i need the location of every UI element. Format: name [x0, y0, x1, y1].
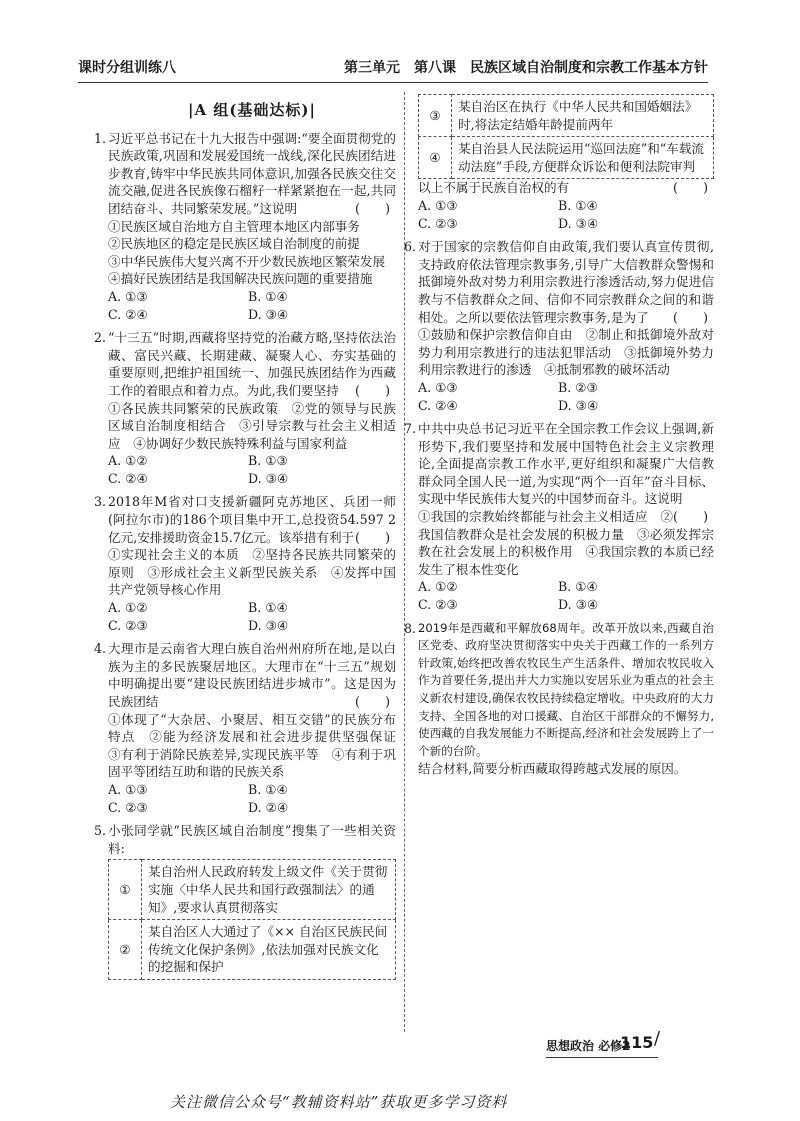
option-b[interactable]: B. ①④	[558, 197, 598, 213]
row-text: 某自治区人大通过了《×× 自治区民族民间传统文化保护条例》,依法加强对民族文化的挖掘和保护	[142, 920, 396, 980]
option-b[interactable]: B. ①③	[248, 453, 288, 469]
options	[108, 781, 396, 816]
question-stem: “十三五”时期,西藏将坚持党的治藏方略,坚持依法治藏、富民兴藏、长期建藏、凝聚人心、夯实基础的重要原则,把维护祖国统一、加强民族团结作为西藏工作的着眼点和着力点。为此,我们要坚持	[108, 330, 396, 398]
option-a[interactable]: A. ①③	[418, 379, 458, 395]
question-7	[404, 420, 714, 614]
table-row	[109, 860, 396, 920]
question-tail: 以上不属于民族自治权的有	[418, 180, 570, 196]
question-number: 7.	[404, 421, 417, 437]
option-c[interactable]: C. ②③	[108, 799, 148, 815]
answer-paren: ( )	[354, 694, 390, 709]
footer-rule	[546, 1057, 658, 1058]
option-d[interactable]: D. ②④	[248, 799, 289, 815]
row-number: ②	[109, 920, 142, 980]
statement: ②民族地区的稳定是民族区域自治制度的前提	[108, 236, 360, 252]
table-row	[419, 95, 714, 137]
row-text: 某自治县人民法院运用“巡回法庭”和“车载流动法庭”手段,方便群众诉讼和便利法院审判	[452, 137, 714, 179]
question-4	[94, 640, 409, 816]
option-d[interactable]: D. ③④	[558, 215, 599, 231]
options	[418, 197, 714, 232]
option-d[interactable]: D. ③④	[248, 617, 289, 633]
option-a[interactable]: A. ①③	[108, 288, 148, 304]
row-text: 某自治区在执行《中华人民共和国婚姻法》时,将法定结婚年龄提前两年	[452, 95, 714, 137]
column-divider	[404, 92, 405, 1032]
answer-paren: ( )	[672, 180, 708, 196]
table-row	[109, 920, 396, 980]
statement: ①民族区域自治地方自主管理本地区内部事务	[108, 218, 360, 234]
question-material: 2019年是西藏和平解放68周年。改革开放以来,西藏自治区党委、政府坚决贯彻落实中央关于西藏工作的一系列方针政策,始终把改善农牧民生产生活条件、增加农牧民收入作为首要任务,提出并大力实施以安居乐业为重点的社会主义新农村建设,确保农牧民持续稳定增收。中央政府的大力支持、全国各地的对口援藏、自治区干部群众的不懈努力,使西藏的自我发展能力不断提高,经济和社会发展跨上了一个新的台阶。	[418, 620, 714, 758]
option-c[interactable]: C. ②③	[418, 215, 458, 231]
page-slash-decoration: /	[654, 1028, 661, 1049]
option-b[interactable]: B. ①④	[248, 781, 288, 797]
question-5-continued	[418, 94, 714, 232]
options	[418, 379, 714, 414]
question-number: 8.	[404, 620, 417, 636]
question-stem: 对于国家的宗教信仰自由政策,我们要认真宣传贯彻,支持政府依法管理宗教事务,引导广大信教群众警惕和抵御境外敌对势力利用宗教进行渗透活动,努力促进信教与不信教群众之间、信仰不同宗教群众之间的和谐相处。之所以要依法管理宗教事务,是为了	[418, 239, 714, 325]
statements: ①我国的宗教始终都能与社会主义相适应 ②我国信教群众是社会发展的积极力量 ③必须发挥宗教在社会发展上的积极作用 ④我国宗教的本质已经发生了根本性变化	[418, 509, 714, 577]
option-d[interactable]: D. ③④	[248, 306, 289, 322]
question-1	[94, 130, 396, 324]
option-c[interactable]: C. ②③	[108, 617, 148, 633]
row-number: ③	[419, 95, 452, 137]
materials-table	[108, 859, 396, 980]
question-8	[404, 620, 714, 778]
option-b[interactable]: B. ①④	[248, 288, 288, 304]
question-prompt: 结合材料,简要分析西藏取得跨越式发展的原因。	[418, 761, 687, 777]
statements: ①各民族共同繁荣的民族政策 ②党的领导与民族区域自治制度相结合 ③引导宗教与社会主义相适应 ④协调好少数民族特殊利益与国家利益	[108, 400, 396, 451]
option-a[interactable]: A. ①②	[108, 453, 148, 469]
question-3	[94, 493, 396, 634]
option-a[interactable]: A. ①②	[418, 579, 458, 595]
options	[108, 288, 396, 323]
option-c[interactable]: C. ②④	[108, 470, 148, 486]
options	[418, 578, 714, 613]
statements: ①实现社会主义的本质 ②坚持各民族共同繁荣的原则 ③形成社会主义新型民族关系 ④发挥中国共产党领导核心作用	[108, 547, 396, 598]
question-number: 1.	[94, 130, 107, 146]
answer-paren: ( )	[672, 309, 708, 325]
option-a[interactable]: A. ①②	[108, 600, 148, 616]
question-stem: 2018年M省对口支援新疆阿克苏地区、兵团一师(阿拉尔市)的186个项目集中开工,总投资54.597 2亿元,安排援助资金15.7亿元。该举措有利于	[108, 494, 396, 545]
question-number: 5.	[94, 823, 107, 839]
question-stem: 习近平总书记在十九大报告中强调:“要全面贯彻党的民族政策,巩固和发展爱国统一战线,深化民族团结进步教育,铸牢中华民族共同体意识,加强各民族交往交流交融,促进各民族像石榴籽一样紧紧抱在一起,共同团结奋斗、共同繁荣发展。”这说明	[108, 130, 396, 216]
footer-subject: 思想政治 必修2	[546, 1039, 631, 1053]
question-number: 6.	[404, 239, 417, 255]
statement: ④搞好民族团结是我国解决民族问题的重要措施	[108, 271, 373, 287]
statements: ①体现了“大杂居、小聚居、相互交错”的民族分布特点 ②能为经济发展和社会进步提供坚强保证 ③有利于消除民族差异,实现民族平等 ④有利于巩固平等团结互助和谐的民族关系	[108, 711, 409, 780]
table-row	[419, 137, 714, 179]
header-left-title: 课时分组训练八	[78, 60, 176, 76]
left-column	[94, 96, 409, 986]
statement: ③中华民族伟大复兴离不开少数民族地区繁荣发展	[108, 253, 386, 269]
page-number: 115	[620, 1033, 654, 1052]
option-c[interactable]: C. ②④	[418, 397, 458, 413]
option-c[interactable]: C. ②④	[108, 306, 148, 322]
option-b[interactable]: B. ②③	[558, 379, 598, 395]
question-number: 2.	[94, 330, 107, 346]
header-rule	[78, 82, 708, 83]
question-6	[404, 238, 714, 414]
answer-paren: ( )	[354, 529, 390, 545]
options	[108, 452, 396, 487]
options	[108, 599, 396, 634]
header-right-title: 第三单元 第八课 民族区域自治制度和宗教工作基本方针	[344, 60, 708, 76]
watermark-text: 关注微信公众号“教辅资料站”获取更多学习资料	[170, 1093, 508, 1111]
question-number: 3.	[94, 494, 107, 510]
row-text: 某自治州人民政府转发上级文件《关于贯彻实施〈中华人民共和国行政强制法〉的通知》,要求认真贯彻落实	[142, 860, 396, 920]
question-2	[94, 329, 396, 487]
option-b[interactable]: B. ①④	[248, 600, 288, 616]
question-stem: 中共中央总书记习近平在全国宗教工作会议上强调,新形势下,我们要坚持和发展中国特色社会主义宗教理论,全面提高宗教工作水平,更好组织和凝聚广大信教群众同全国人民一道,为实现“两个一百年”奋斗目标、实现中华民族伟大复兴的中国梦而奋斗。这说明	[418, 421, 714, 507]
question-stem: 小张同学就“民族区域自治制度”搜集了一些相关资料:	[108, 823, 396, 856]
row-number: ④	[419, 137, 452, 179]
option-a[interactable]: A. ①③	[108, 781, 148, 797]
row-number: ①	[109, 860, 142, 920]
question-stem: 大理市是云南省大理白族自治州州府所在地,是以白族为主的多民族聚居地区。大理市在“十三五”规划中明确提出要“建设民族团结进步城市”。这是因为民族团结	[108, 641, 396, 709]
statements: ①鼓励和保护宗教信仰自由 ②制止和抵御境外敌对势力利用宗教进行的违法犯罪活动 ③抵御境外势力利用宗教进行的渗透 ④抵制邪教的破坏活动	[418, 327, 714, 378]
option-b[interactable]: B. ①④	[558, 579, 598, 595]
option-a[interactable]: A. ①③	[418, 197, 458, 213]
materials-table	[418, 94, 714, 179]
answer-paren: ( )	[354, 382, 390, 398]
answer-paren: ( )	[672, 509, 708, 525]
option-c[interactable]: C. ②③	[418, 597, 458, 613]
section-title: |A 组(基础达标)|	[188, 101, 316, 119]
answer-paren: ( )	[354, 200, 390, 216]
option-d[interactable]: D. ③④	[558, 597, 599, 613]
right-column	[404, 92, 714, 784]
option-d[interactable]: D. ③④	[248, 470, 289, 486]
question-5	[94, 822, 396, 980]
question-number: 4.	[94, 641, 107, 657]
option-d[interactable]: D. ③④	[558, 397, 599, 413]
